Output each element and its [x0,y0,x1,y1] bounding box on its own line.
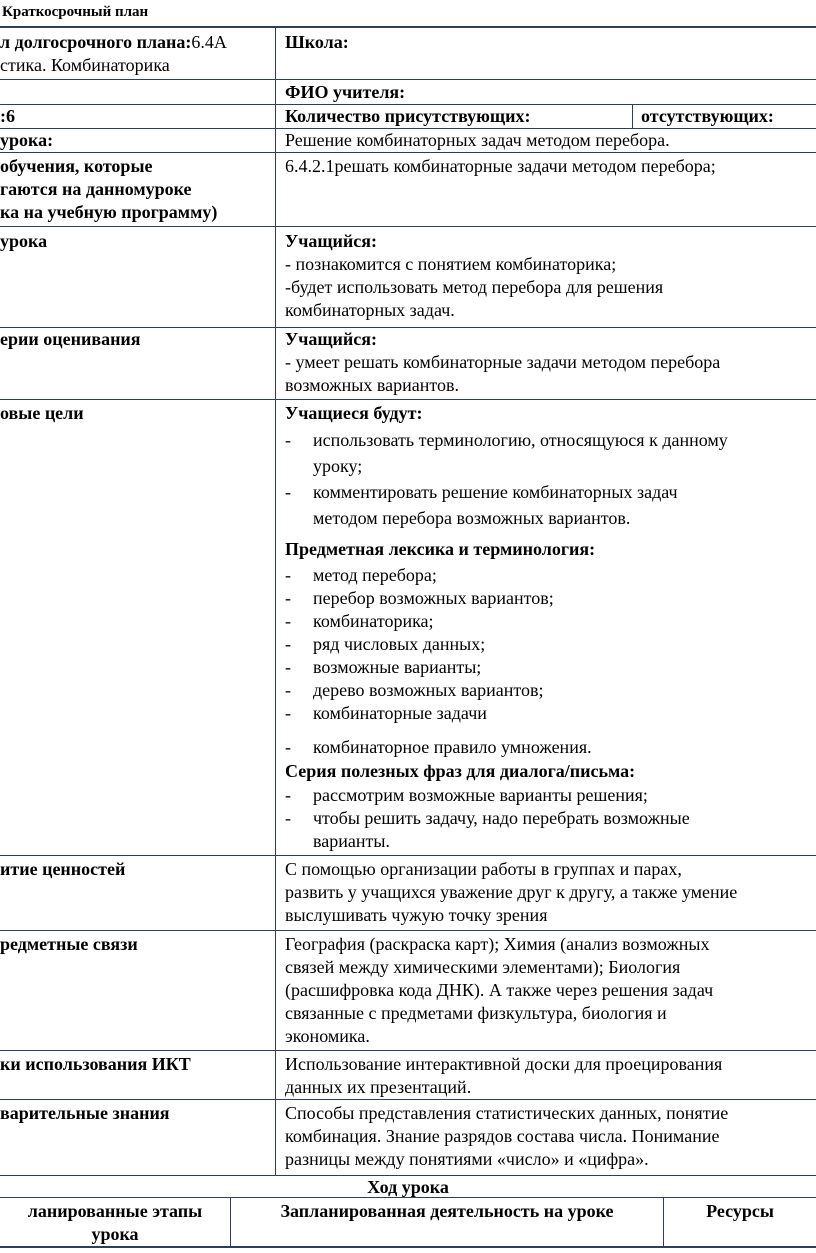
ict-content: Использование интерактивной доски для проецирования данных их презентаций. [285,1054,723,1097]
language-list-2: - метод перебора; - перебор возможных вариантов; - комбинаторика; - ряд числовых данных; - возможные варианты; - дерево возможных вариантов; - комбинаторные задачи [285,565,554,723]
language-list-1: - использовать терминологию, относящуюся к данному уроку; - комментировать решение комбинаторных задач методом перебора возможных вариантов. [285,430,728,528]
rule [0,79,816,80]
course-col-activity: Запланированная деятельность на уроке [280,1201,614,1221]
topic-value: Решение комбинаторных задач методом перебора. [285,130,670,150]
topic-label: урока: [0,130,54,150]
criteria-label: ерии оценивания [0,329,141,349]
values-label: итие ценностей [0,859,126,879]
objectives-value: 6.4.2.1решать комбинаторные задачи методом перебора; [285,156,716,176]
rule [0,152,816,153]
language-list-3: - рассмотрим возможные варианты решения; - чтобы решить задачу, надо перебрать возможные варианты. [285,785,690,851]
long-plan-label: л долгосрочного плана:6.4А [0,32,227,52]
rule [0,1246,816,1248]
long-plan-line2: стика. Комбинаторика [0,55,170,75]
rule [0,930,816,931]
cross-subject-label: редметные связи [0,934,138,954]
rule [0,399,816,400]
column-divider [632,104,633,128]
course-col-stages: ланированные этапы урока [27,1201,203,1244]
rule [0,855,816,856]
page-title: Краткосрочный план [2,4,149,20]
rule [0,1099,816,1100]
rule [0,226,816,227]
values-content: С помощью организации работы в группах и парах, развить у учащихся уважение друг к другу, а также умение выслушивать чужую точку зрения [285,859,738,925]
column-divider [275,27,276,1176]
teacher-label: ФИО учителя: [285,82,406,102]
class-label: :6 [0,106,15,126]
criteria-content: Учащийся: - умеет решать комбинаторные задачи методом перебора возможных вариантов. [285,329,721,395]
lesson-goals-content: Учащийся: - познакомится с понятием комбинаторика; -будет использовать метод перебора для решения комбинаторных задач. [285,231,664,320]
language-heading-2: Предметная лексика и терминология: [285,539,596,559]
course-title: Ход урока [367,1177,449,1197]
ict-label: ки использования ИКТ [0,1054,191,1074]
language-goals-label: овые цели [0,403,84,423]
present-label: Количество присутствующих: [285,106,531,126]
language-heading-3: Серия полезных фраз для диалога/письма: [285,761,636,781]
language-heading-1: Учащиеся будут: [285,403,423,423]
rule [0,26,816,28]
lesson-goals-label: урока [0,231,48,251]
objectives-label: обучения, которые гаются на данномуроке ка на учебную программу) [0,156,218,222]
course-col-resources: Ресурсы [706,1201,774,1221]
language-list-2-last: - комбинаторное правило умножения. [285,737,592,757]
cross-subject-content: География (раскраска карт); Химия (анализ возможных связей между химическими элементами); Биология (расшифровка кода ДНК). А также через решения задач связанные с предметами физкультура, биология и экономика. [285,934,714,1046]
rule [0,1050,816,1051]
absent-label: отсутствующих: [641,106,774,126]
prior-knowledge-label: варительные знания [0,1103,170,1123]
school-label: Школа: [285,32,349,52]
prior-knowledge-content: Способы представления статистических данных, понятие комбинация. Знание разрядов состава числа. Понимание разницы между понятиями «число» и «цифра». [285,1103,729,1169]
